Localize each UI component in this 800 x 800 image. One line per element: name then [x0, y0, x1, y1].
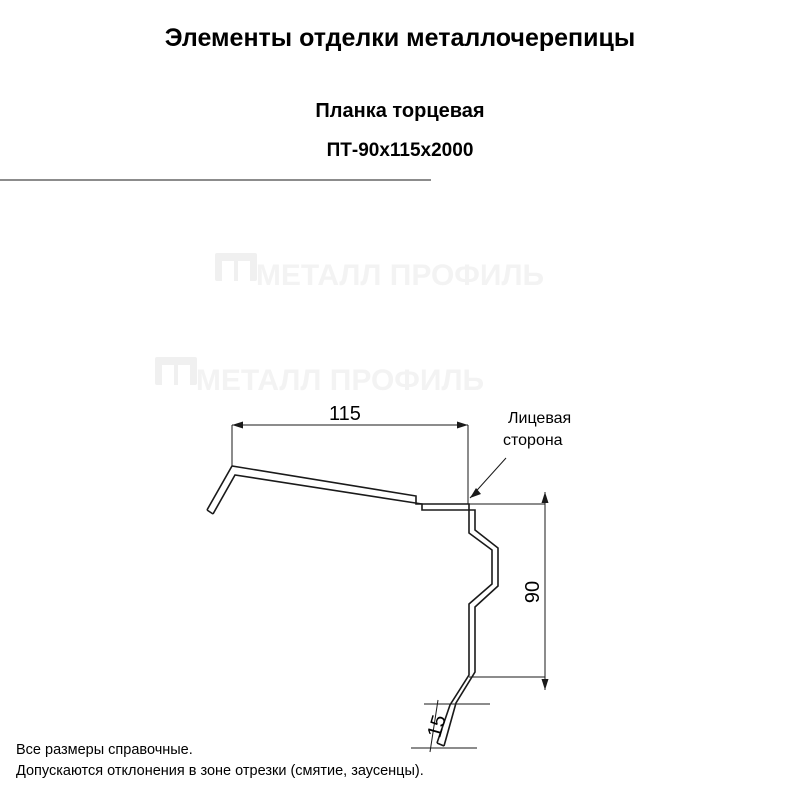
- front-side-label-line1: Лицевая: [508, 410, 572, 427]
- front-side-label-line2: сторона: [503, 432, 563, 449]
- page-title: Элементы отделки металлочерепицы: [164, 24, 636, 52]
- footer-line-1: Все размеры справочные.: [16, 742, 193, 758]
- watermark-text-mid: МЕТАЛЛ ПРОФИЛЬ: [195, 364, 485, 397]
- dimension-115-label: 115: [329, 403, 361, 425]
- dimension-15-label: 15: [423, 712, 451, 741]
- product-name: Планка торцевая: [315, 100, 485, 122]
- product-code: ПТ-90х115х2000: [326, 140, 474, 161]
- watermark-text-top: МЕТАЛЛ ПРОФИЛЬ: [255, 259, 545, 292]
- dimension-90-label: 90: [522, 580, 544, 604]
- dimension-115: [232, 422, 468, 505]
- footer-notes: [16, 740, 424, 782]
- footer-line-2: Допускаются отклонения в зоне отрезки (смятие, заусенцы).: [16, 763, 424, 779]
- technical-drawing: [0, 180, 800, 741]
- dimension-15: [0, 180, 490, 752]
- front-side-leader: [470, 458, 506, 498]
